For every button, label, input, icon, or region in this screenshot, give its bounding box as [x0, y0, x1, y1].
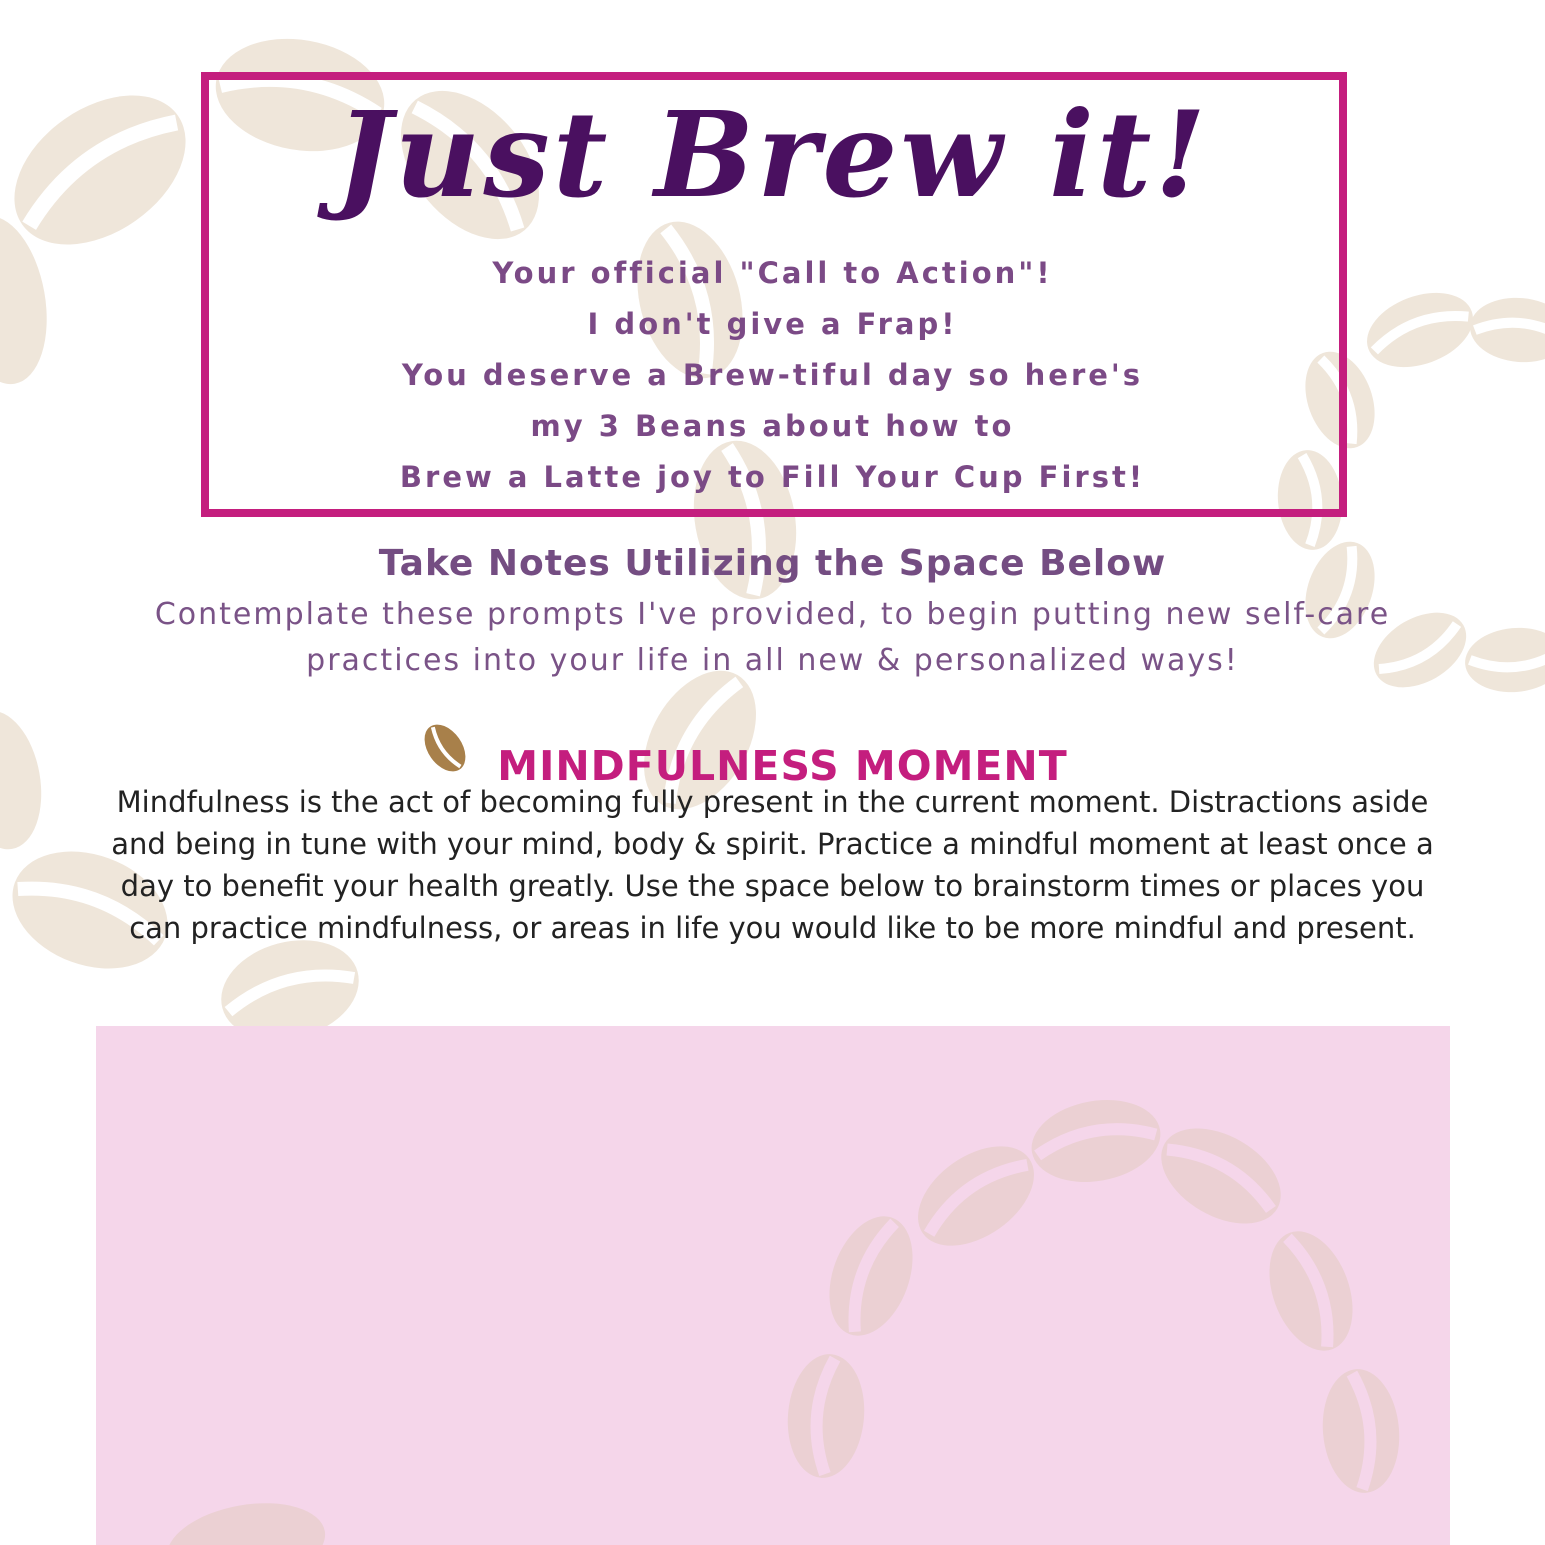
call-to-action-text — [0, 248, 1545, 503]
intro-line: I don't give a Frap! — [587, 307, 958, 341]
section-title: MINDFULNESS MOMENT — [497, 742, 1068, 790]
intro-line: my 3 Beans about how to — [530, 409, 1015, 443]
coffee-bean-wreath-icon — [96, 1026, 1450, 1545]
intro-line: Brew a Latte joy to Fill Your Cup First! — [399, 460, 1146, 494]
notes-writing-area[interactable] — [96, 1026, 1450, 1545]
notes-heading: Take Notes Utilizing the Space Below — [378, 543, 1167, 584]
intro-line: You deserve a Brew-tiful day so here's — [401, 358, 1144, 392]
notes-instructions: Contemplate these prompts I've provided, to begin putting new self-care practices into your life in all new & personalized ways! — [154, 597, 1391, 678]
intro-line: Your official "Call to Action"! — [492, 256, 1053, 290]
page-title: Just Brew it! — [335, 85, 1210, 224]
section-body: Mindfulness is the act of becoming fully present in the current moment. Distractions aside and being in tune with your mind, body & spirit. Practice a mindful moment at least once a day to benefit your health greatly. Use the space below to brainstorm times or places you can practice mindfulness, or areas in life you would like to be more mindful and present. — [111, 785, 1434, 945]
